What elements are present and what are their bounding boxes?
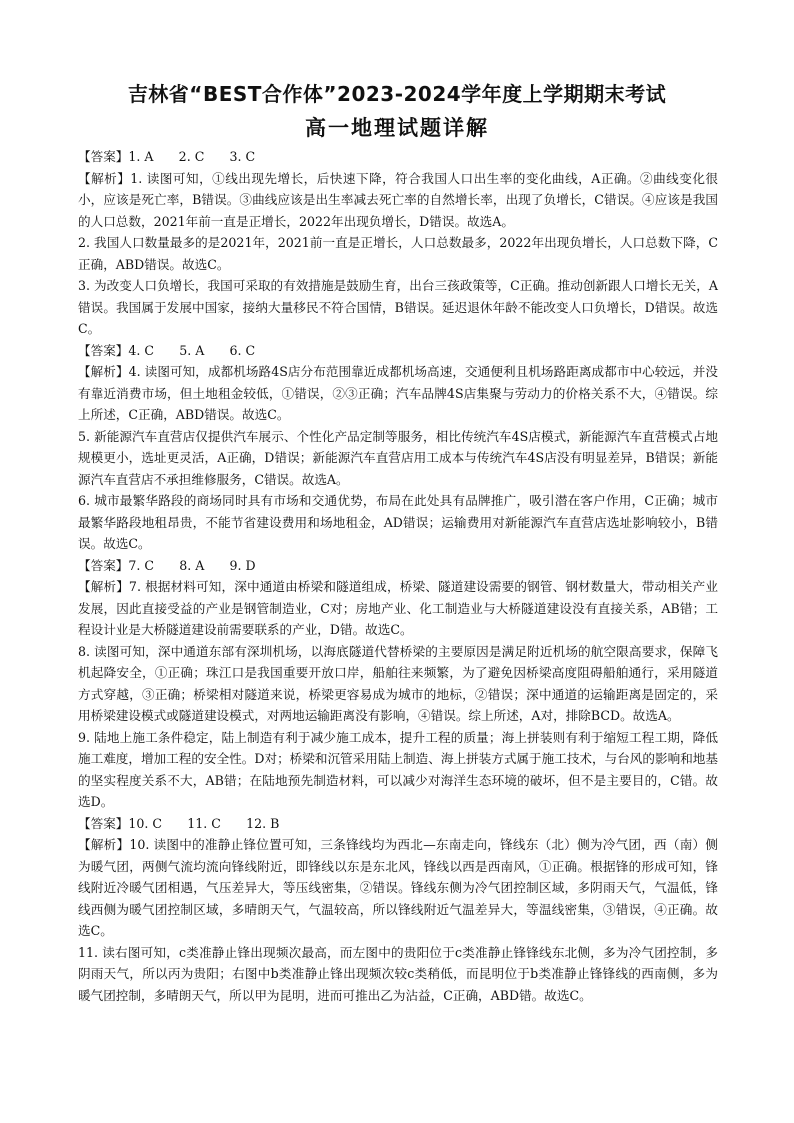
document-title: 吉林省“BEST合作体”2023-2024学年度上学期期末考试	[127, 82, 667, 106]
answer-line-10-12: 【答案】10. C 11. C 12. B	[78, 815, 280, 831]
analysis-q9: 9. 陆地上施工条件稳定，陆上制造有利于减少施工成本，提升工程的质量；海上拼装则有利于缩短工程工期，降低施工难度，增加工程的安全性。D对；桥梁和沉管采用陆上制造、海上拼装方式属于施工技术，与台风的影响和地基的坚实程度关系不大，AB错；在陆地预先制造材料，可以减少对海洋生态环境的破坏，但不是主要目的，C错。故选D。	[78, 729, 718, 809]
document-body	[78, 146, 718, 1006]
answer-line-7-9: 【答案】7. C 8. A 9. D	[78, 557, 256, 573]
analysis-q3: 3. 为改变人口负增长，我国可采取的有效措施是鼓励生育，出台三孩政策等，C正确。推动创新跟人口增长无关，A错误。我国属于发展中国家，接纳大量移民不符合国情，B错误。延迟退休年龄不能改变人口负增长，D错误。故选C。	[78, 278, 718, 336]
document-subtitle: 高一地理试题详解	[305, 116, 489, 140]
analysis-q10: 【解析】10. 读图中的准静止锋位置可知，三条锋线均为西北—东南走向，锋线东（北）侧为冷气团，西（南）侧为暖气团，两侧气流均流向锋线附近，即锋线以东是东北风，锋线以西是西南风，①正确。根据锋的形成可知，锋线附近冷暖气团相遇，气压差异大，等压线密集，②错误。锋线东侧为冷气团控制区域，多阴雨天气，气温低，锋线西侧为暖气团控制区域，多晴朗天气，气温较高，所以锋线附近气温差异大，等温线密集，③错误，④正确。故选C。	[78, 837, 718, 938]
analysis-q7: 【解析】7. 根据材料可知，深中通道由桥梁和隧道组成，桥梁、隧道建设需要的钢管、钢材数量大，带动相关产业发展，因此直接受益的产业是钢管制造业，C对；房地产业、化工制造业与大桥隧道建设没有直接关系，AB错；工程设计业是大桥隧道建设前需要联系的产业，D错。故选C。	[78, 579, 718, 637]
analysis-q2: 2. 我国人口数量最多的是2021年，2021前一直是正增长，人口总数最多，2022年出现负增长，人口总数下降，C正确，ABD错误。故选C。	[78, 235, 718, 272]
analysis-q8: 8. 读图可知，深中通道东部有深圳机场，以海底隧道代替桥梁的主要原因是满足附近机场的航空限高要求，保障飞机起降安全，①正确；珠江口是我国重要开放口岸，船舶往来频繁，为了避免因桥梁高度阻碍船舶通行，采用隧道方式穿越，③正确；桥梁相对隧道来说，桥梁更容易成为城市的地标，②错误；深中通道的运输距离是固定的，采用桥梁建设模式或隧道建设模式，对两地运输距离没有影响，④错误。综上所述，A对，排除BCD。故选A。	[78, 643, 718, 723]
analysis-q6: 6. 城市最繁华路段的商场同时具有市场和交通优势，布局在此处具有品牌推广，吸引潜在客户作用，C正确；城市最繁华路段地租昂贵，不能节省建设费用和场地租金，AD错误；运输费用对新能源汽车直营店选址影响较小，B错误。故选C。	[78, 493, 718, 551]
answer-line-4-6: 【答案】4. C 5. A 6. C	[78, 342, 256, 358]
analysis-q11: 11. 读右图可知，c类准静止锋出现频次最高，而左图中的贵阳位于c类准静止锋锋线东北侧，多为冷气团控制，多阴雨天气，所以丙为贵阳；右图中b类准静止锋出现频次较c类稍低，而昆明位于b类准静止锋锋线的西南侧，多为暖气团控制，多晴朗天气，所以甲为昆明，进而可推出乙为沾益，C正确，ABD错。故选C。	[78, 944, 718, 1003]
answer-line-1-3: 【答案】1. A 2. C 3. C	[78, 149, 256, 164]
analysis-q5: 5. 新能源汽车直营店仅提供汽车展示、个性化产品定制等服务，相比传统汽车4S店模式，新能源汽车直营模式占地规模更小，选址更灵活，A正确，D错误；新能源汽车直营店用工成本与传统汽车4S店没有明显差异，B错误；新能源汽车直营店不承担维修服务，C错误。故选A。	[78, 428, 718, 487]
analysis-q4: 【解析】4. 读图可知，成都机场路4S店分布范围靠近成都机场高速，交通便利且机场路距离成都市中心较远，并没有靠近消费市场，但土地租金较低，①错误，②③正确；汽车品牌4S店集聚与劳动力的价格关系不大，④错误。综上所述，C正确，ABD错误。故选C。	[78, 364, 718, 422]
analysis-q1: 【解析】1. 读图可知，①线出现先增长，后快速下降，符合我国人口出生率的变化曲线，A正确。②曲线变化很小，应该是死亡率，B错误。③曲线应该是出生率减去死亡率的自然增长率，出现了负增长，C错误。④应该是我国的人口总数，2021年前一直是正增长，2022年出现负增长，D错误。故选A。	[78, 170, 718, 229]
